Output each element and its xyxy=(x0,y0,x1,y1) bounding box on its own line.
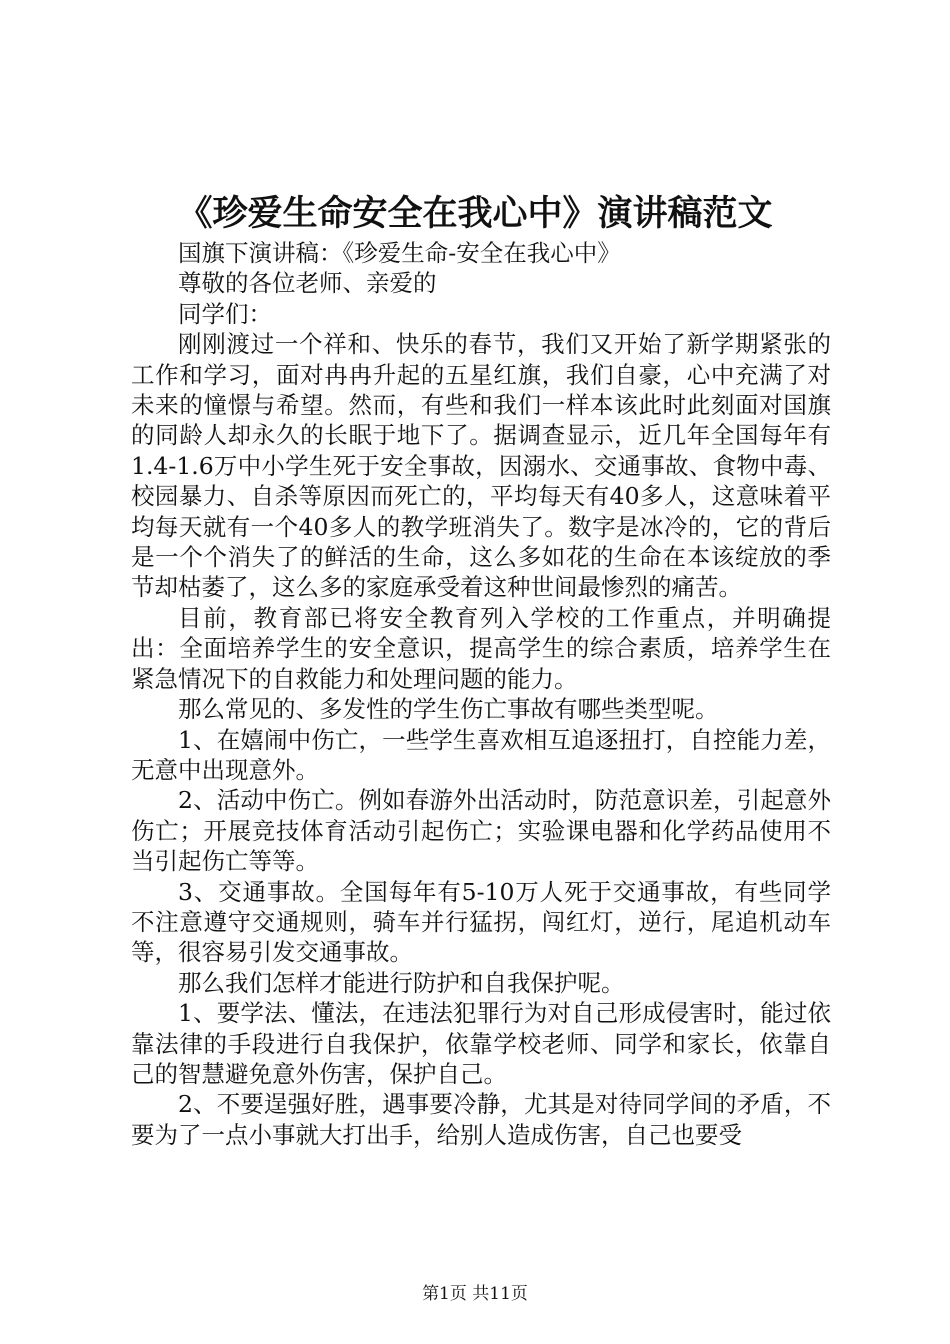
paragraph: 那么常见的、多发性的学生伤亡事故有哪些类型呢。 xyxy=(178,695,719,724)
document-body xyxy=(131,238,831,1150)
paragraph: 1、要学法、懂法，在违法犯罪行为对自己形成侵害时，能过依靠法律的手段进行自我保护，依靠学校老师、同学和家长，依靠自己的智慧避免意外伤害，保护自己。 xyxy=(131,999,831,1088)
paragraph: 1、在嬉闹中伤亡，一些学生喜欢相互追逐扭打，自控能力差，无意中出现意外。 xyxy=(131,725,831,784)
paragraph: 3、交通事故。全国每年有5-10万人死于交通事故，有些同学不注意遵守交通规则，骑车并行猛拐，闯红灯，逆行，尾追机动车等，很容易引发交通事故。 xyxy=(131,877,831,967)
paragraph: 刚刚渡过一个祥和、快乐的春节，我们又开始了新学期紧张的工作和学习，面对冉冉升起的五星红旗，我们自豪，心中充满了对未来的憧憬与希望。然而，有些和我们一样本该此时此刻面对国旗的同龄人却永久的长眠于地下了。据调查显示，近几年全国每年有1.4-1.6万中小学生死于安全事故，因溺水、交通事故、食物中毒、校园暴力、自杀等原因而死亡的，平均每天有40多人，这意味着平均每天就有一个40多人的教学班消失了。数字是冰冷的，它的背后是一个个消失了的鲜活的生命，这么多如花的生命在本该绽放的季节却枯萎了，这么多的家庭承受着这种世间最惨烈的痛苦。 xyxy=(131,330,831,602)
paragraph-salutation-cont: 同学们： xyxy=(178,299,272,328)
paragraph: 那么我们怎样才能进行防护和自我保护呢。 xyxy=(178,968,625,997)
paragraph-salutation: 尊敬的各位老师、亲爱的 xyxy=(178,269,437,298)
page-number-footer: 第1页 共11页 xyxy=(422,1284,528,1304)
paragraph: 2、不要逞强好胜，遇事要冷静，尤其是对待同学间的矛盾，不要为了一点小事就大打出手，给别人造成伤害，自己也要受 xyxy=(131,1090,831,1149)
paragraph: 目前，教育部已将安全教育列入学校的工作重点，并明确提出：全面培养学生的安全意识，提高学生的综合素质，培养学生在紧急情况下的自救能力和处理问题的能力。 xyxy=(131,603,831,693)
paragraph-subtitle: 国旗下演讲稿：《珍爱生命-安全在我心中》 xyxy=(178,239,621,267)
document-title: 《珍爱生命安全在我心中》演讲稿范文 xyxy=(177,193,773,234)
paragraph: 2、活动中伤亡。例如春游外出活动时，防范意识差，引起意外伤亡；开展竞技体育活动引起伤亡；实验课电器和化学药品使用不当引起伤亡等等。 xyxy=(131,786,831,876)
